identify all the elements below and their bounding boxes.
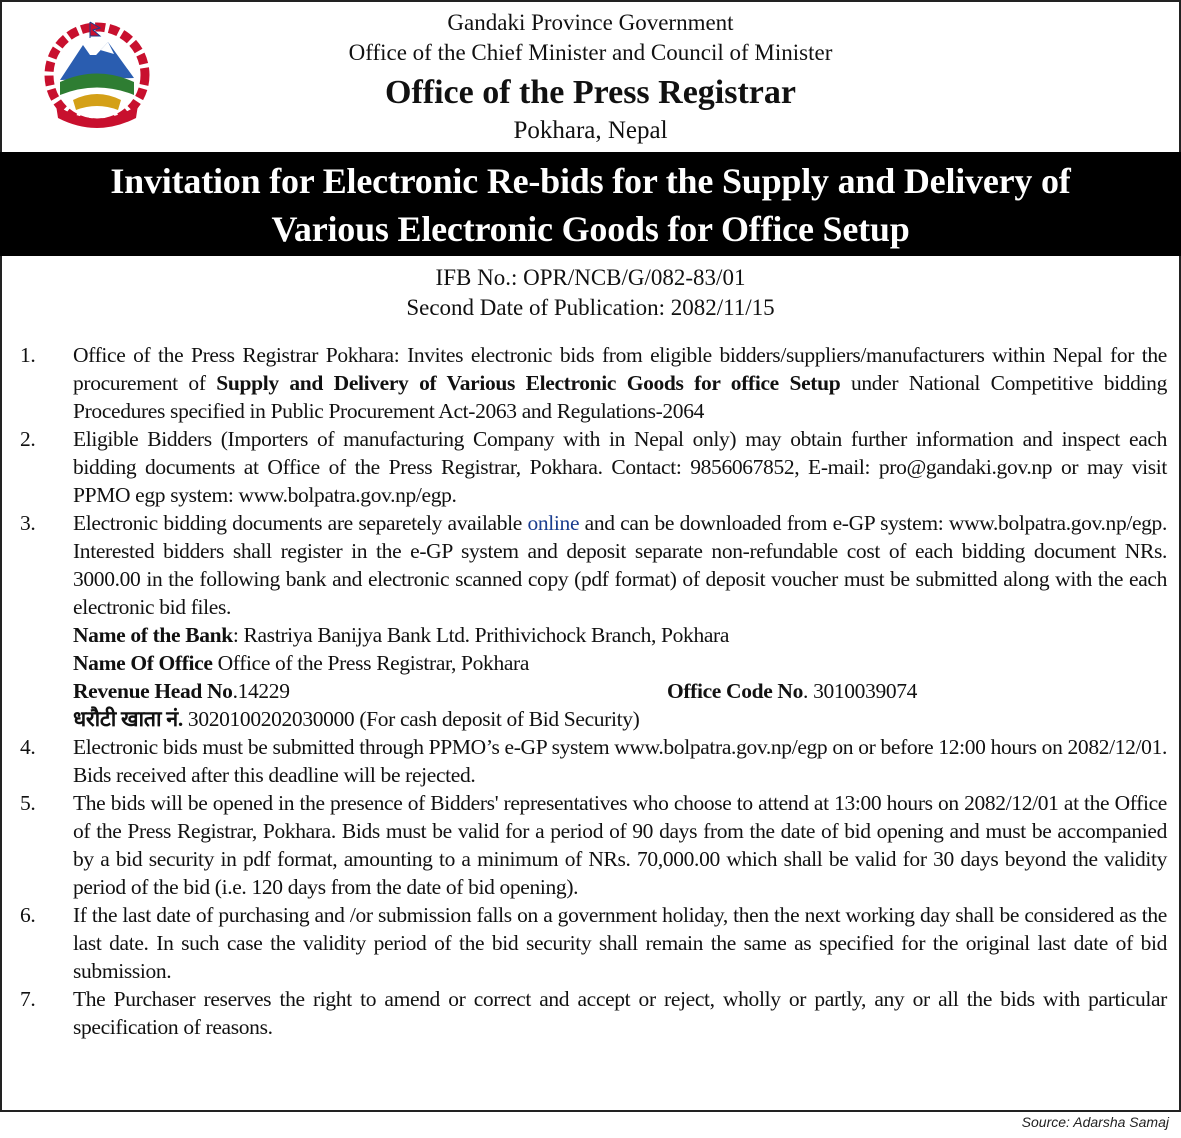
- source-credit: Source: Adarsha Samaj: [1021, 1114, 1169, 1130]
- item-text: Electronic bids must be submitted through PPMO’s e-GP system www.bolpatra.gov.np/egp on or before 12:00 hours on 2082/12/01. Bids received after this deadline will be rejected.: [73, 735, 1167, 787]
- province-name: Gandaki Province Government: [447, 10, 734, 35]
- item-number: 6.: [20, 903, 36, 927]
- text: under National Competitive bidding Procedures specified in Public Procurement Act-2063 and Regulations-2064: [73, 371, 1167, 423]
- nepal-emblem-logo: [38, 20, 156, 130]
- deposit-line: [73, 705, 1167, 733]
- text: Office of the Press Registrar Pokhara: Invites electronic bids from eligible bidders/suppliers/manufacturers within Nepal for the procurement of: [73, 343, 1167, 395]
- item-number: 2.: [20, 427, 36, 451]
- bank-line: [73, 621, 1167, 649]
- item-text: [73, 509, 1167, 733]
- revenue-line: [73, 677, 1167, 705]
- list-item: [20, 341, 1167, 425]
- notice-items: [20, 341, 1167, 1041]
- item-number: 1.: [20, 343, 36, 367]
- office-location: Pokhara, Nepal: [513, 117, 668, 144]
- list-item: [20, 901, 1167, 985]
- online-link[interactable]: online: [527, 511, 580, 535]
- value: : Rastriya Banijya Bank Ltd. Prithivichock Branch, Pokhara: [232, 623, 730, 647]
- list-item: [20, 985, 1167, 1041]
- value: Office of the Press Registrar, Pokhara: [212, 651, 530, 675]
- item-number: 4.: [20, 735, 36, 759]
- value: .14229: [232, 679, 290, 703]
- office-title: Office of the Press Registrar: [385, 74, 796, 111]
- item-text: Eligible Bidders (Importers of manufacturing Company with in Nepal only) may obtain further information and inspect each bidding documents at Office of the Press Registrar, Pokhara. Contact: 9856067852, E-mail: pro@gandaki.gov.np or may visit PPMO egp system: www.bolpatra.gov.np/egp.: [73, 427, 1167, 507]
- procurement-subject: Supply and Delivery of Various Electronic Goods for office Setup: [216, 371, 841, 395]
- item-text: The bids will be opened in the presence of Bidders' representatives who choose to attend at 13:00 hours on 2082/12/01 at the Office of the Press Registrar, Pokhara. Bids must be valid for a period of 90 days from the date of bid opening and must be accompanied by a bid security in pdf format, amounting to a minimum of NRs. 70,000.00 which shall be valid for 30 days beyond the validity period of the bid (i.e. 120 days from the date of bid opening).: [73, 791, 1167, 899]
- office-line: [73, 649, 1167, 677]
- ministry-name: Office of the Chief Minister and Council of Minister: [348, 40, 833, 65]
- title-line-1: Invitation for Electronic Re-bids for the Supply and Delivery of: [110, 161, 1071, 201]
- list-item: [20, 509, 1167, 733]
- label: धरौटी खाता नं.: [73, 707, 183, 731]
- item-number: 5.: [20, 791, 36, 815]
- list-item: [20, 789, 1167, 901]
- list-item: [20, 733, 1167, 789]
- item-text: If the last date of purchasing and /or submission falls on a government holiday, then the next working day shall be considered as the last date. In such case the validity period of the bid security shall remain the same as specified for the original last date of bid submission.: [73, 903, 1167, 983]
- notice-title-banner: [0, 152, 1181, 256]
- label: Name Of Office: [73, 651, 213, 675]
- label: Revenue Head No: [73, 679, 233, 703]
- text: and can be downloaded from e-GP system: www.bolpatra.gov.np/egp. Interested bidders shall register in the e-GP system and deposit separate non-refundable cost of each bidding document NRs. 3000.00 in the following bank and electronic scanned copy (pdf format) of deposit voucher must be submitted along with the each electronic bid files.: [73, 511, 1167, 619]
- publication-date: Second Date of Publication: 2082/11/15: [406, 295, 775, 320]
- list-item: [20, 425, 1167, 509]
- item-text: [73, 341, 1167, 425]
- title-line-2: Various Electronic Goods for Office Setup: [271, 209, 910, 249]
- item-number: 3.: [20, 511, 36, 535]
- ifb-number: IFB No.: OPR/NCB/G/082-83/01: [435, 265, 746, 290]
- value: . 3010039074: [803, 679, 918, 703]
- label: Name of the Bank: [73, 623, 233, 647]
- item-number: 7.: [20, 987, 36, 1011]
- label: Office Code No: [667, 679, 804, 703]
- text: Electronic bidding documents are separetely available: [73, 511, 528, 535]
- item-text: The Purchaser reserves the right to amend or correct and accept or reject, wholly or partly, any or all the bids with particular specification of reasons.: [73, 987, 1167, 1039]
- value: 3020100202030000 (For cash deposit of Bid Security): [182, 707, 640, 731]
